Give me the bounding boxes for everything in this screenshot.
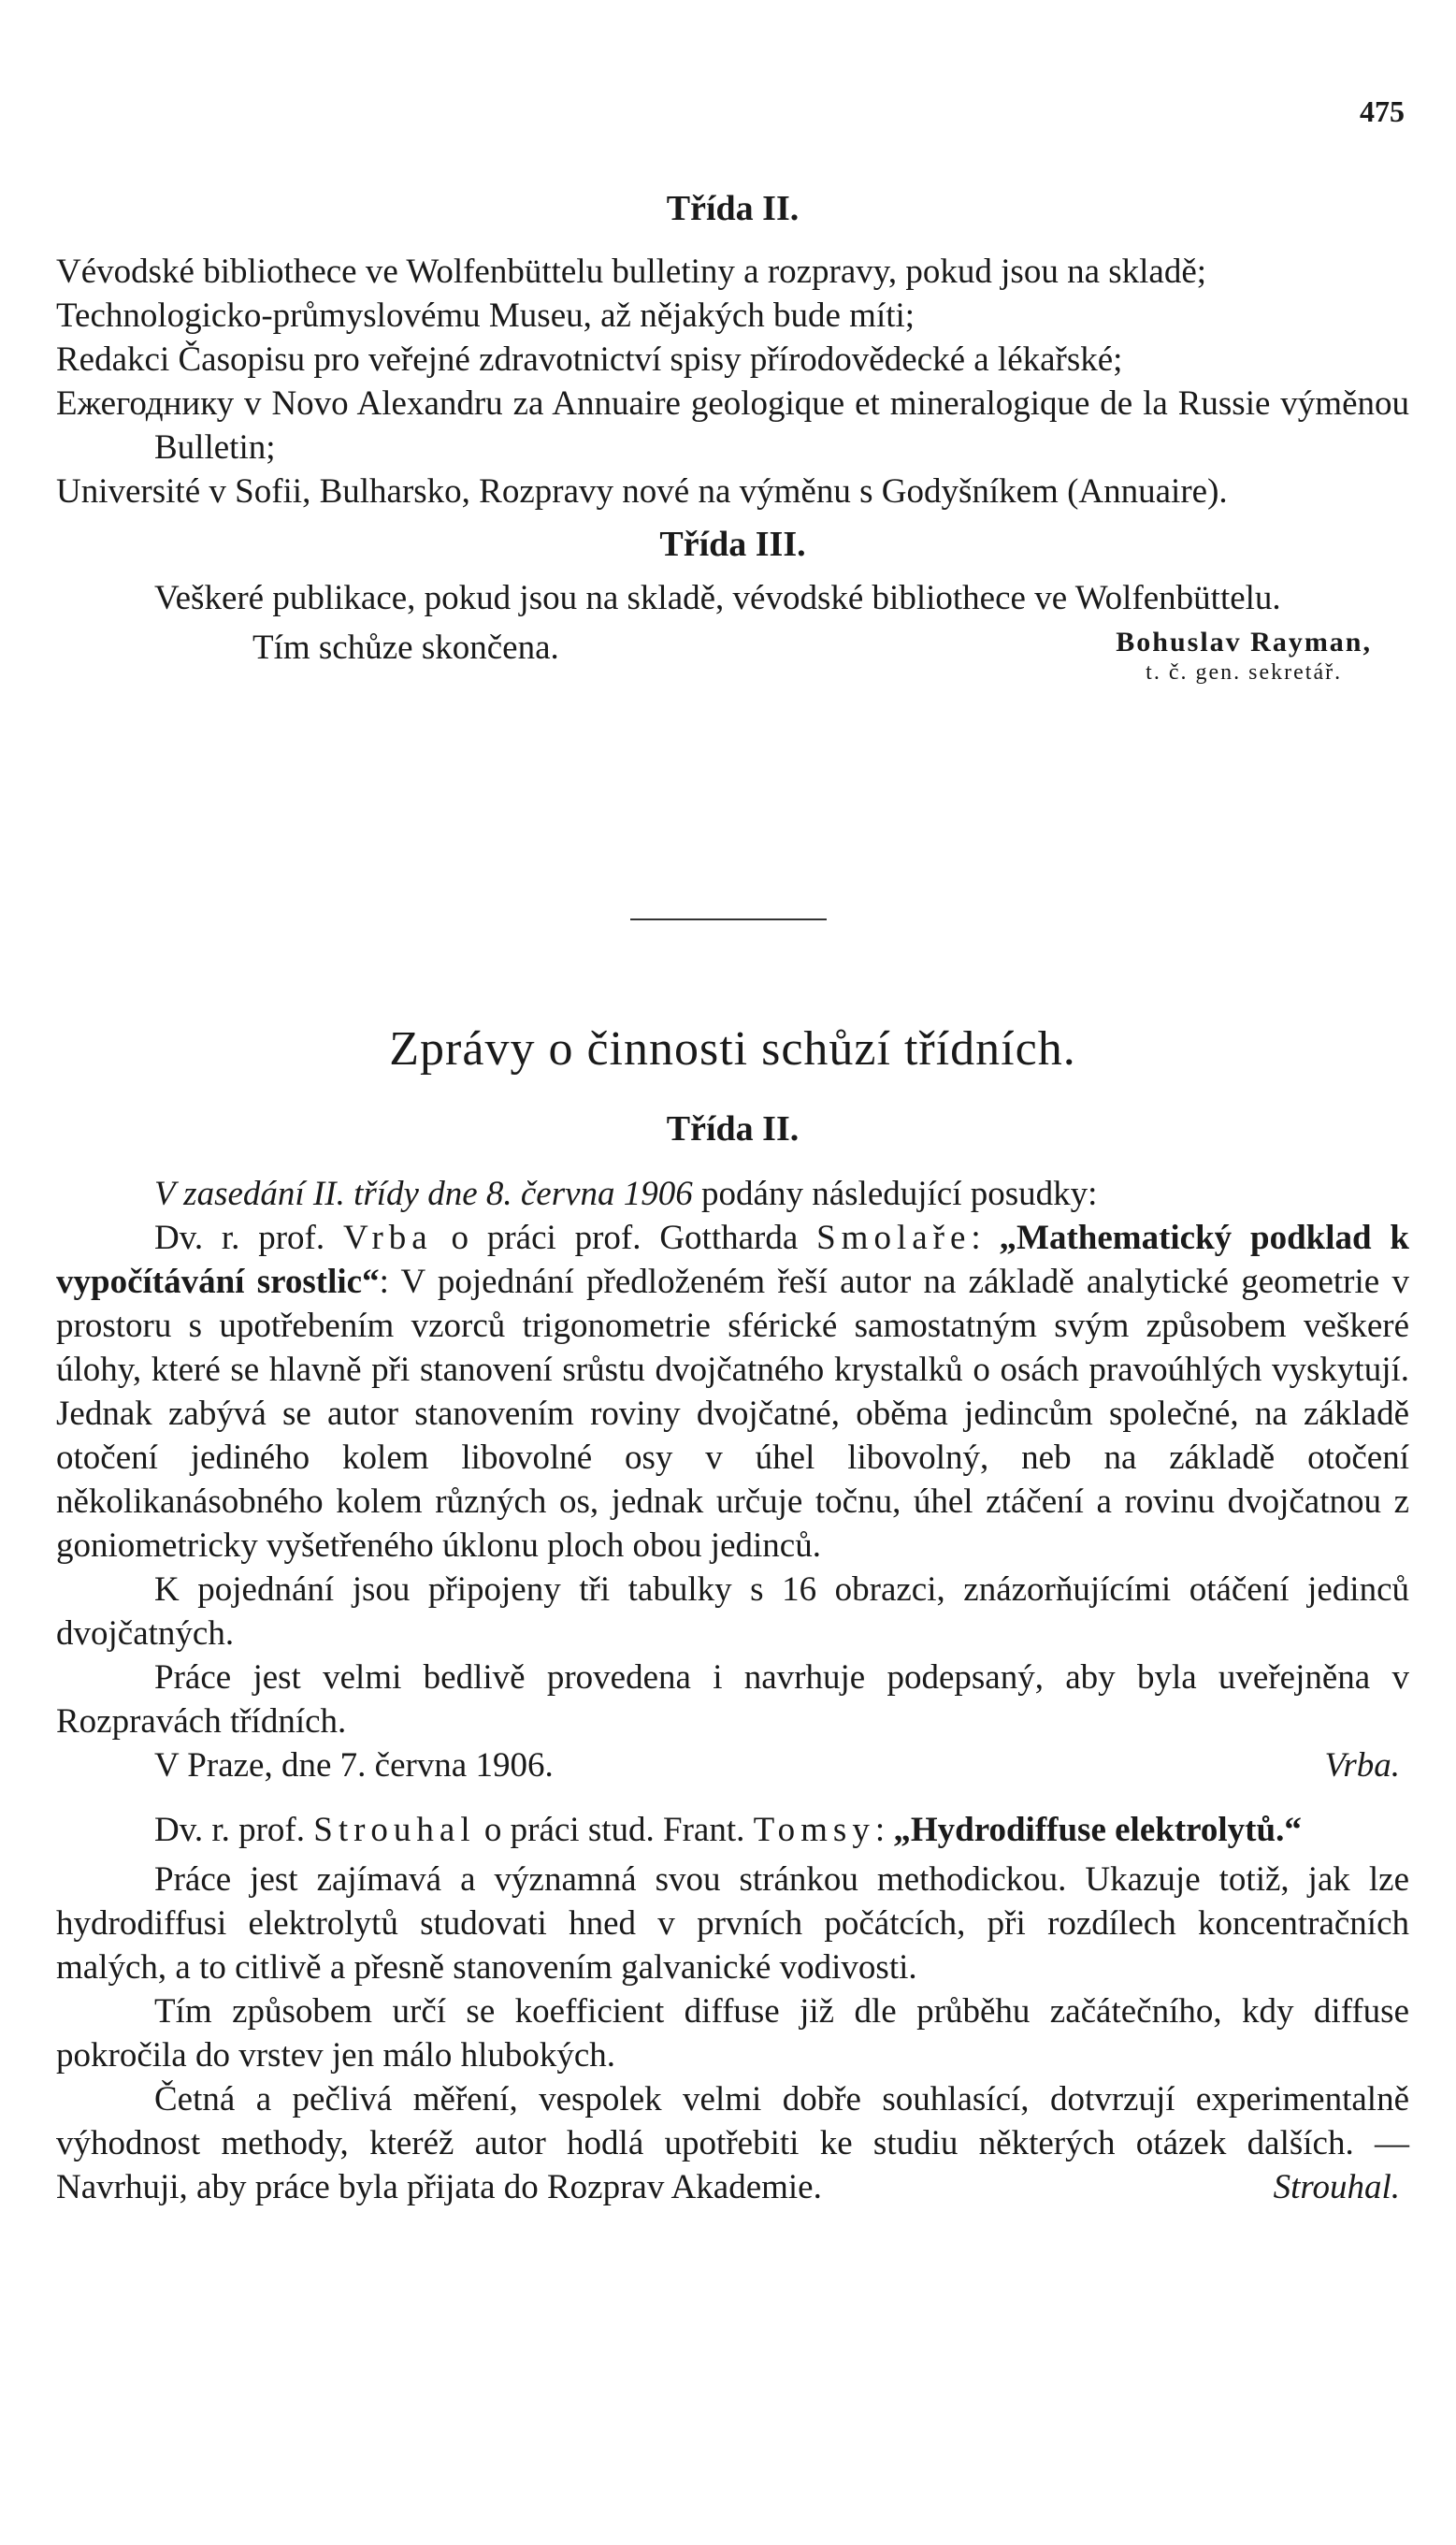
intro-italic: V zasedání II. třídy dne 8. června 1906 xyxy=(154,1175,693,1213)
list-item: Technologicko-průmyslovému Museu, až nějakých bude míti; xyxy=(56,296,915,335)
report1-paragraph1 xyxy=(56,1216,1409,1568)
text-run: : V pojednání předloženém řeší autor na základě analytické geometrie v prostoru s upotřebením vzorců trigonometrie sférické samostatným svým způsobem veškeré úlohy, které se hlavně při stanovení srůstu dvojčatného krystalků o osách pravoúhlých vyskytují. Jednak zabývá se autor stanovením roviny dvojčatné, oběma jedincům společné, na základě otočení jediného kolem libovolné osy v úhel libovolný, neb na základě otočení několikanásobného kolem různých os, jednak určuje točnu, úhel ztáčení a rovinu dvojčatnou z goniometricky vyšetřeného úklonu ploch obou jedinců. xyxy=(56,1263,1409,1565)
reviewer-name: Vrba xyxy=(342,1219,433,1257)
place-date: V Praze, dne 7. června 1906. xyxy=(154,1746,554,1785)
heading-trida-3: Třída III. xyxy=(659,525,806,564)
signature-name: Bohuslav Rayman, xyxy=(1116,627,1372,658)
work-title: „Hydrodiffuse elektrolytů.“ xyxy=(893,1811,1302,1849)
intro-rest: podány následující posudky: xyxy=(692,1175,1098,1213)
section-divider-wrap xyxy=(0,918,1456,920)
report2-paragraph1 xyxy=(56,1808,1409,1852)
report2-signature: Strouhal. xyxy=(1273,2168,1400,2206)
heading-trida-2-reports: Třída II. xyxy=(666,1109,800,1149)
section-title: Zprávy o činnosti schůzí třídních. xyxy=(389,1022,1076,1076)
paragraph: Veškeré publikace, pokud jsou na skladě, vévodské bibliothece ve Wolfenbüttelu. xyxy=(154,579,1281,617)
text-run: Dv. r. prof. xyxy=(154,1811,314,1849)
report2-paragraph3: Tím způsobem určí se koefficient diffuse již dle průběhu začátečního, kdy diffuse pokročila do vrstev jen málo hlubokých. xyxy=(56,1992,1409,2075)
text-run: o práci stud. Frant. xyxy=(475,1811,754,1849)
page-number: 475 xyxy=(1360,94,1405,128)
report2-paragraph4: Četná a pečlivá měření, vespolek velmi dobře souhlasící, dotvrzují experimentalně výhodnost methody, kteréž autor hodlá upotřebiti ke studiu některých otázek dalších. — Navrhuji, aby práce byla přijata do Rozprav Akademie. xyxy=(56,2080,1409,2206)
author-name: Tomsy xyxy=(753,1811,875,1849)
text-run: : xyxy=(971,1219,1000,1257)
list-item: Ежегоднику v Novo Alexandru za Annuaire geologique et mineralogique de la Russie výměnou Bulletin; xyxy=(56,384,1409,467)
section-reports xyxy=(56,1019,1409,2209)
heading-trida-2: Třída II. xyxy=(666,189,800,228)
list-item: Vévodské bibliothece ve Wolfenbüttelu bulletiny a rozpravy, pokud jsou na skladě; xyxy=(56,253,1207,291)
author-name: Smolaře xyxy=(816,1219,972,1257)
section-divider xyxy=(630,918,827,920)
text-run: o práci prof. Gottharda xyxy=(432,1219,817,1257)
reports-intro xyxy=(56,1172,1409,1216)
work-title: „Mathematický podklad k vypočítávání srostlic“ xyxy=(56,1219,1409,1301)
signature-block xyxy=(1116,626,1409,686)
report2-paragraph2: Práce jest zajímavá a významná svou stránkou methodickou. Ukazuje totiž, jak lze hydrodiffusi elektrolytů studovati hned v prvních počátcích, při rozdílech koncentračních malých, a to citlivě a přesně stanovením galvanické vodivosti. xyxy=(56,1860,1409,1987)
report1-paragraph2: K pojednání jsou připojeny tři tabulky s 16 obrazci, znázorňujícími otáčení jedinců dvojčatných. xyxy=(56,1570,1409,1653)
text-run: Dv. r. prof. xyxy=(154,1219,343,1257)
list-item: Redakci Časopisu pro veřejné zdravotnictví spisy přírodovědecké a lékařské; xyxy=(56,340,1123,379)
closing-text: Tím schůze skončena. xyxy=(252,629,559,667)
closing-row xyxy=(56,626,1409,686)
report1-signature: Vrba. xyxy=(1324,1746,1400,1785)
list-item: Université v Sofii, Bulharsko, Rozpravy nové na výměnu s Godyšníkem (Annuaire). xyxy=(56,472,1228,511)
text-run: : xyxy=(874,1811,894,1849)
section-meeting-minutes xyxy=(56,187,1409,686)
report1-paragraph3: Práce jest velmi bedlivě provedena i navrhuje podepsaný, aby byla uveřejněna v Rozpravách třídních. xyxy=(56,1658,1409,1741)
signature-title: t. č. gen. sekretář. xyxy=(1146,660,1343,685)
reviewer-name: Strouhal xyxy=(313,1811,476,1849)
report1-signoff xyxy=(56,1743,1409,1787)
